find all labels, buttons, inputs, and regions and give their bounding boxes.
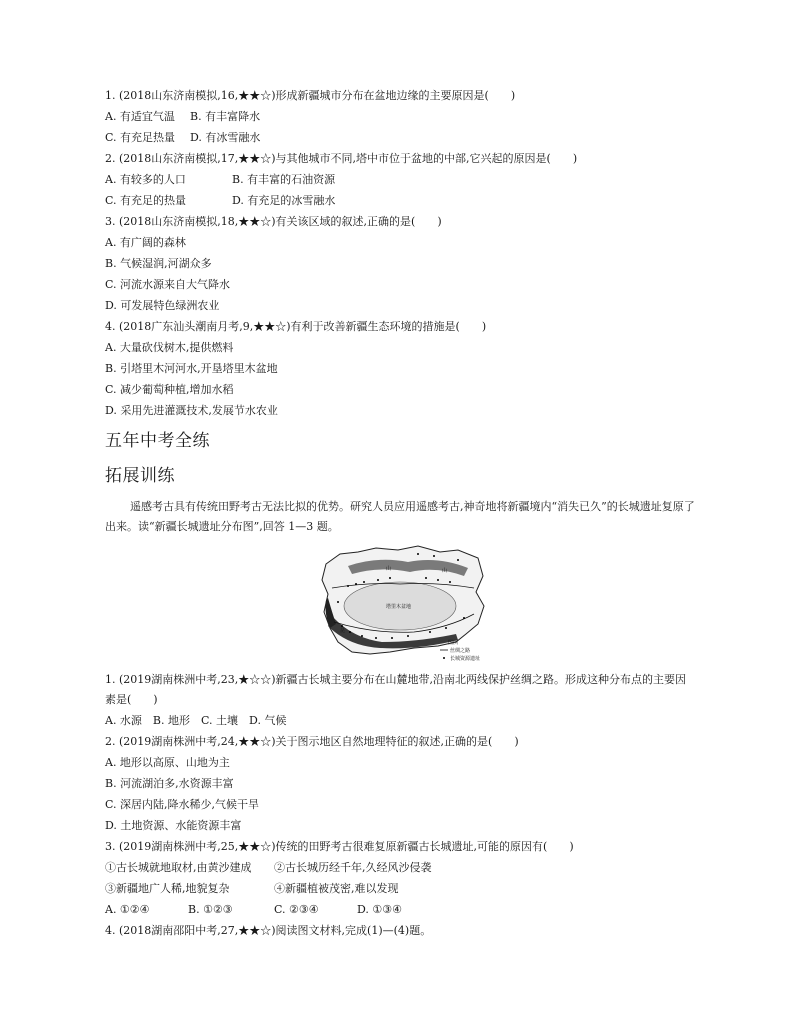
mountain-label-south: 昆 — [340, 628, 346, 634]
question-4-stem: 4. (2018广东汕头潮南月考,9,★★☆)有利于改善新疆生态环境的措施是( ) — [105, 320, 487, 333]
exam-question-2-option-c: C. 深居内陆,降水稀少,气候干旱 — [105, 798, 260, 811]
exam-question-1-stem-line1: 1. (2019湖南株洲中考,23,★☆☆)新疆古长城主要分布在山麓地带,沿南北两线保护丝绸之路。形成这种分布点的主要因 — [105, 673, 687, 686]
mountain-label-east: 山 — [442, 568, 448, 574]
question-2-option-c: C. 有充足的热量 — [105, 194, 187, 207]
basin-label: 塔里木盆地 — [386, 604, 412, 610]
subsection-title: 拓展训练 — [105, 466, 175, 486]
legend-silk-road: 丝绸之路 — [450, 648, 471, 654]
question-3-option-b: B. 气候湿润,河湖众多 — [105, 257, 212, 270]
question-4-option-c: C. 减少葡萄种植,增加水稻 — [105, 383, 234, 396]
section-title: 五年中考全练 — [105, 431, 210, 451]
question-3-option-d: D. 可发展特色绿洲农业 — [105, 299, 220, 312]
exam-question-3-choice-c: C. ②③④ — [274, 903, 319, 916]
exam-question-1-stem-line2: 素是( ) — [105, 693, 158, 706]
question-1-option-c: C. 有充足热量 — [105, 131, 176, 144]
question-3-option-c: C. 河流水源来自大气降水 — [105, 278, 231, 291]
exam-question-3-choice-a: A. ①②④ — [105, 903, 150, 916]
xinjiang-great-wall-map — [318, 542, 488, 664]
question-2-stem: 2. (2018山东济南模拟,17,★★☆)与其他城市不同,塔中市位于盆地的中部,它兴起的原因是( ) — [105, 152, 578, 165]
question-4-option-a: A. 大量砍伐树木,提供燃料 — [105, 341, 234, 354]
exam-question-3-choice-d: D. ①③④ — [357, 903, 403, 916]
question-1-option-d: D. 有冰雪融水 — [190, 131, 261, 144]
exam-question-2-option-d: D. 土地资源、水能资源丰富 — [105, 819, 242, 832]
exam-question-3-statement-3: ③新疆地广人稀,地貌复杂 — [105, 882, 230, 895]
question-4-option-d: D. 采用先进灌溉技术,发展节水农业 — [105, 404, 278, 417]
exam-question-3-statement-2: ②古长城历经千年,久经风沙侵袭 — [274, 861, 432, 874]
exam-question-2-stem: 2. (2019湖南株洲中考,24,★★☆)关于图示地区自然地理特征的叙述,正确的是( ) — [105, 735, 519, 748]
legend-site: 长城资源遗址 — [450, 656, 481, 662]
exam-question-3-choice-b: B. ①②③ — [188, 903, 233, 916]
question-3-option-a: A. 有广阔的森林 — [105, 236, 186, 249]
exam-question-3-statement-1: ①古长城就地取材,由黄沙建成 — [105, 861, 252, 874]
legend-title: 图例 — [448, 640, 459, 646]
intro-paragraph: 遥感考古具有传统田野考古无法比拟的优势。研究人员应用遥感考古,神奇地将新疆境内“消失已久”的长城遗址复原了出来。读“新疆长城遗址分布图”,回答 1—3 题。 — [105, 500, 695, 533]
exam-question-3-statement-4: ④新疆植被茂密,难以发现 — [274, 882, 399, 895]
question-1-option-b: B. 有丰富降水 — [190, 110, 261, 123]
question-3-stem: 3. (2018山东济南模拟,18,★★☆)有关该区域的叙述,正确的是( ) — [105, 215, 442, 228]
exam-question-1-options: A. 水源 B. 地形 C. 土壤 D. 气候 — [105, 714, 287, 727]
mountain-label-north: 山 — [386, 566, 392, 572]
exam-question-2-option-b: B. 河流湖泊多,水资源丰富 — [105, 777, 234, 790]
exam-question-3-stem: 3. (2019湖南株洲中考,25,★★☆)传统的田野考古很难复原新疆古长城遗址,可能的原因有( ) — [105, 840, 574, 853]
exam-question-4-stem: 4. (2018湖南邵阳中考,27,★★☆)阅读图文材料,完成(1)—(4)题。 — [105, 924, 432, 937]
legend-site-swatch — [443, 657, 445, 659]
exam-question-2-option-a: A. 地形以高原、山地为主 — [105, 756, 230, 769]
question-1-option-a: A. 有适宜气温 — [105, 110, 175, 123]
question-2-option-d: D. 有充足的冰雪融水 — [232, 194, 336, 207]
question-4-option-b: B. 引塔里木河河水,开垦塔里木盆地 — [105, 362, 278, 375]
question-2-option-a: A. 有较多的人口 — [105, 173, 186, 186]
question-1-stem: 1. (2018山东济南模拟,16,★★☆)形成新疆城市分布在盆地边缘的主要原因是( ) — [105, 89, 516, 102]
question-2-option-b: B. 有丰富的石油资源 — [232, 173, 336, 186]
